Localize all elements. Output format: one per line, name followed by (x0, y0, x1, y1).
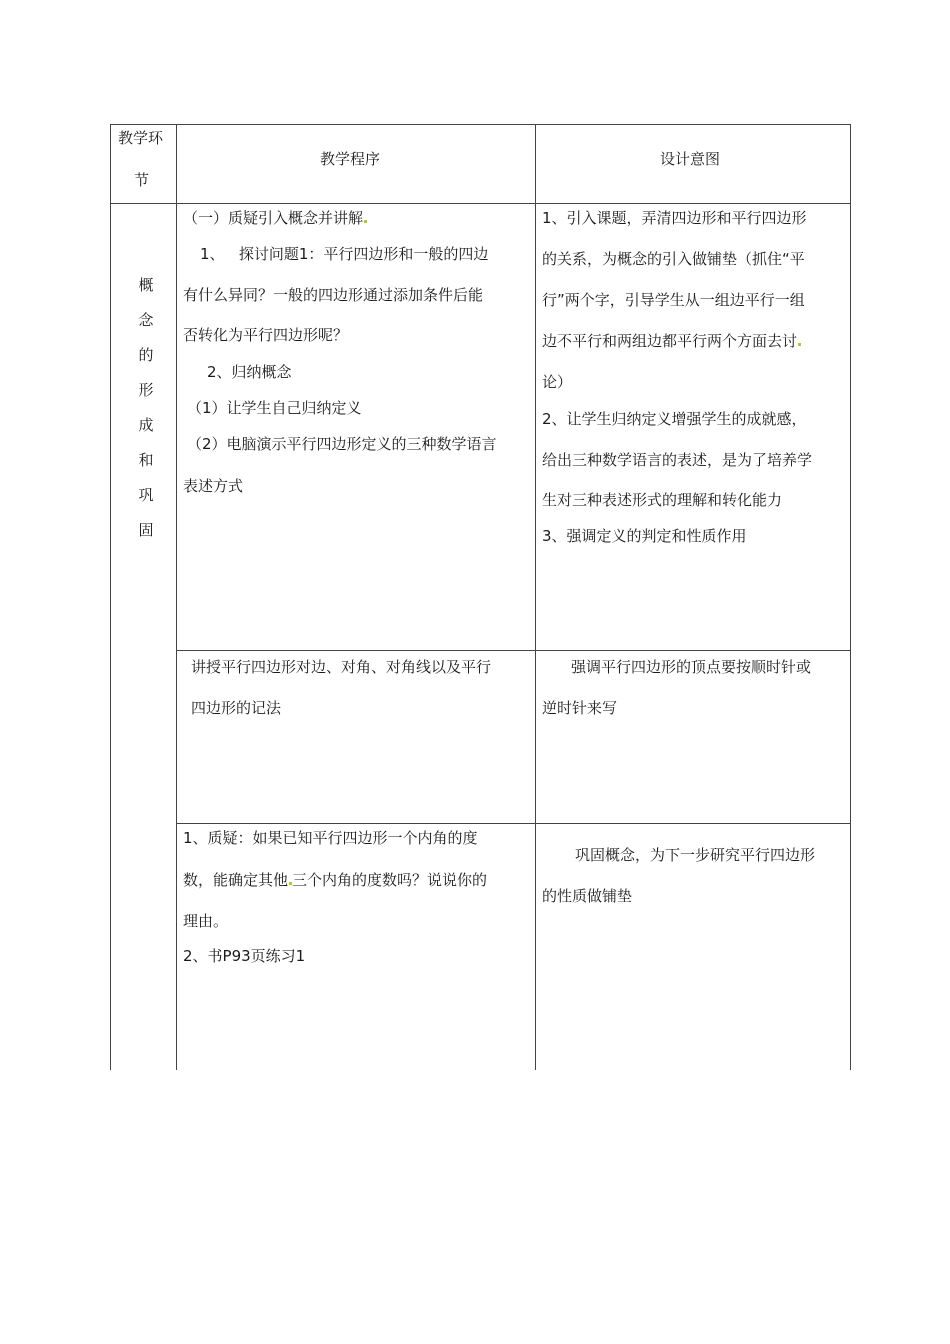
table-right-border (850, 124, 851, 1070)
row2-procedure-line: 四边形的记法 (191, 699, 282, 717)
stage-column-border (176, 124, 177, 1070)
mark-dot (364, 220, 367, 223)
header-procedure: 教学程序 (320, 150, 381, 168)
row1-bottom-border (176, 650, 850, 651)
row1-intent-line: 3、强调定义的判定和性质作用 (542, 527, 747, 545)
row1-intent-line: 1、引入课题，弄清四边形和平行四边形 (542, 209, 807, 227)
row1-procedure-line: （1）让学生自己归纳定义 (187, 399, 362, 417)
row1-intent-line: 论） (542, 373, 573, 391)
row3-procedure-line: 理由。 (183, 912, 229, 930)
stage-label-char: 巩 (138, 486, 154, 504)
row1-procedure-line (183, 208, 367, 228)
stage-label-char: 的 (138, 346, 154, 364)
header-stage-line-2: 节 (134, 171, 150, 189)
row3-intent-line: 的性质做铺垫 (542, 887, 633, 905)
stage-label-char: 形 (138, 381, 154, 399)
row3-intent-line: 巩固概念，为下一步研究平行四边形 (575, 846, 816, 864)
header-bottom-border (110, 203, 850, 204)
table-left-border (110, 124, 111, 1070)
stage-label-char: 成 (138, 416, 154, 434)
procedure-column-border (535, 124, 536, 1070)
row1-procedure-line: 表述方式 (183, 477, 244, 495)
row1-intent-text: 边不平行和两组边都平行两个方面去讨 (542, 332, 798, 350)
row1-intent-line: 行”两个字，引导学生从一组边平行一组 (542, 291, 805, 309)
row3-procedure-line: 2、书P93页练习1 (183, 947, 306, 965)
table-top-border (110, 124, 850, 125)
stage-label-char: 和 (138, 451, 154, 469)
stage-label-char: 念 (138, 311, 154, 329)
row1-procedure-line: 2、归纳概念 (207, 363, 292, 381)
row1-intent-line: 给出三种数学语言的表述，是为了培养学 (542, 451, 813, 469)
stage-label-char: 固 (138, 521, 154, 539)
mark-dot (798, 343, 801, 346)
row1-intent-line: 的关系，为概念的引入做铺垫（抓住“平 (542, 250, 805, 268)
row3-procedure-line: 数，能确定其他 三个内角的度数吗？说说你的 (183, 871, 488, 889)
row1-intent-line (542, 331, 801, 351)
row2-intent-line: 逆时针来写 (542, 699, 618, 717)
row1-procedure-text: （一）质疑引入概念并讲解 (183, 209, 364, 227)
header-stage-line-1: 教学环 (118, 129, 164, 147)
row3-procedure-line: 1、质疑：如果已知平行四边形一个内角的度 (183, 829, 478, 847)
stage-label-char: 概 (138, 276, 154, 294)
row1-intent-line: 生对三种表述形式的理解和转化能力 (542, 491, 783, 509)
row1-intent-line: 2、让学生归纳定义增强学生的成就感， (542, 410, 807, 428)
row1-procedure-line: （2）电脑演示平行四边形定义的三种数学语言 (187, 435, 497, 453)
row1-procedure-line: 有什么异同？一般的四边形通过添加条件后能 (183, 286, 484, 304)
mark-dot (289, 882, 292, 885)
row2-procedure-line: 讲授平行四边形对边、对角、对角线以及平行 (191, 658, 492, 676)
row2-intent-line: 强调平行四边形的顶点要按顺时针或 (571, 658, 812, 676)
header-intent: 设计意图 (660, 150, 721, 168)
row1-procedure-line: 否转化为平行四边形呢？ (183, 326, 349, 344)
row2-bottom-border (176, 823, 850, 824)
row1-procedure-line: 1、 探讨问题1：平行四边形和一般的四边 (200, 245, 489, 263)
